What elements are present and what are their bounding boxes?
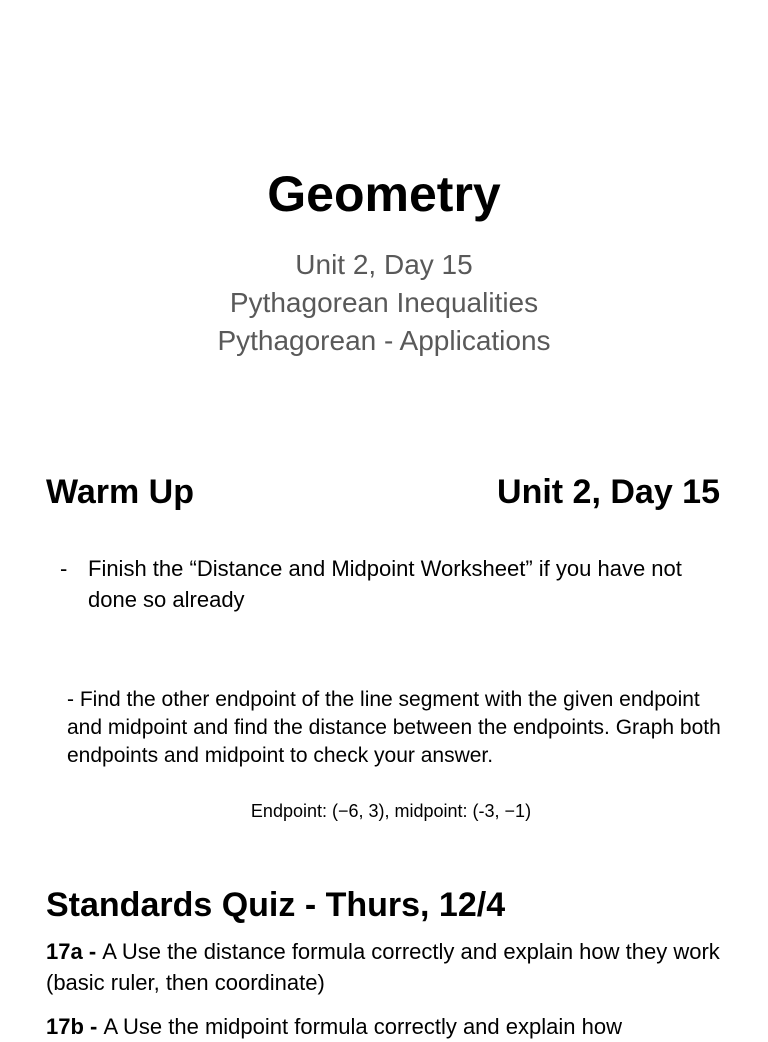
warmup-heading: Warm Up (46, 473, 194, 511)
subtitle-line-applications: Pythagorean - Applications (217, 325, 551, 356)
endpoint-problem-text: - Find the other endpoint of the line segment with the given endpoint and midpoint and find the distance between the endpoints. Graph both endpoints and midpoint to check your answer. (67, 688, 721, 767)
quiz-slide (0, 855, 768, 1039)
endpoint-midpoint-given: Endpoint: (−6, 3), midpoint: (-3, −1) (250, 801, 532, 821)
standard-code: 17a - (46, 939, 103, 964)
standard-text: A Use the midpoint formula correctly and explain how (103, 1014, 622, 1039)
standard-text: A Use the distance formula correctly and explain how they work (basic ruler, then coordinate) (46, 939, 720, 995)
page-title: Geometry (267, 166, 501, 222)
title-slide (0, 0, 768, 455)
unit-day-heading: Unit 2, Day 15 (497, 473, 720, 511)
standard-item (46, 1011, 736, 1042)
subtitle-line-inequalities: Pythagorean Inequalities (229, 287, 539, 318)
standard-code: 17b - (46, 1014, 104, 1039)
quiz-heading: Standards Quiz - Thurs, 12/4 (46, 886, 506, 924)
subtitle (0, 246, 768, 360)
standard-item (46, 936, 736, 998)
worksheet-bullet-text: Finish the “Distance and Midpoint Worksheet” if you have not done so already (88, 556, 682, 612)
bullet-marker: - (60, 556, 68, 581)
worksheet-bullet (60, 553, 720, 615)
subtitle-line-unit: Unit 2, Day 15 (295, 249, 473, 280)
warmup-slide (0, 455, 768, 855)
